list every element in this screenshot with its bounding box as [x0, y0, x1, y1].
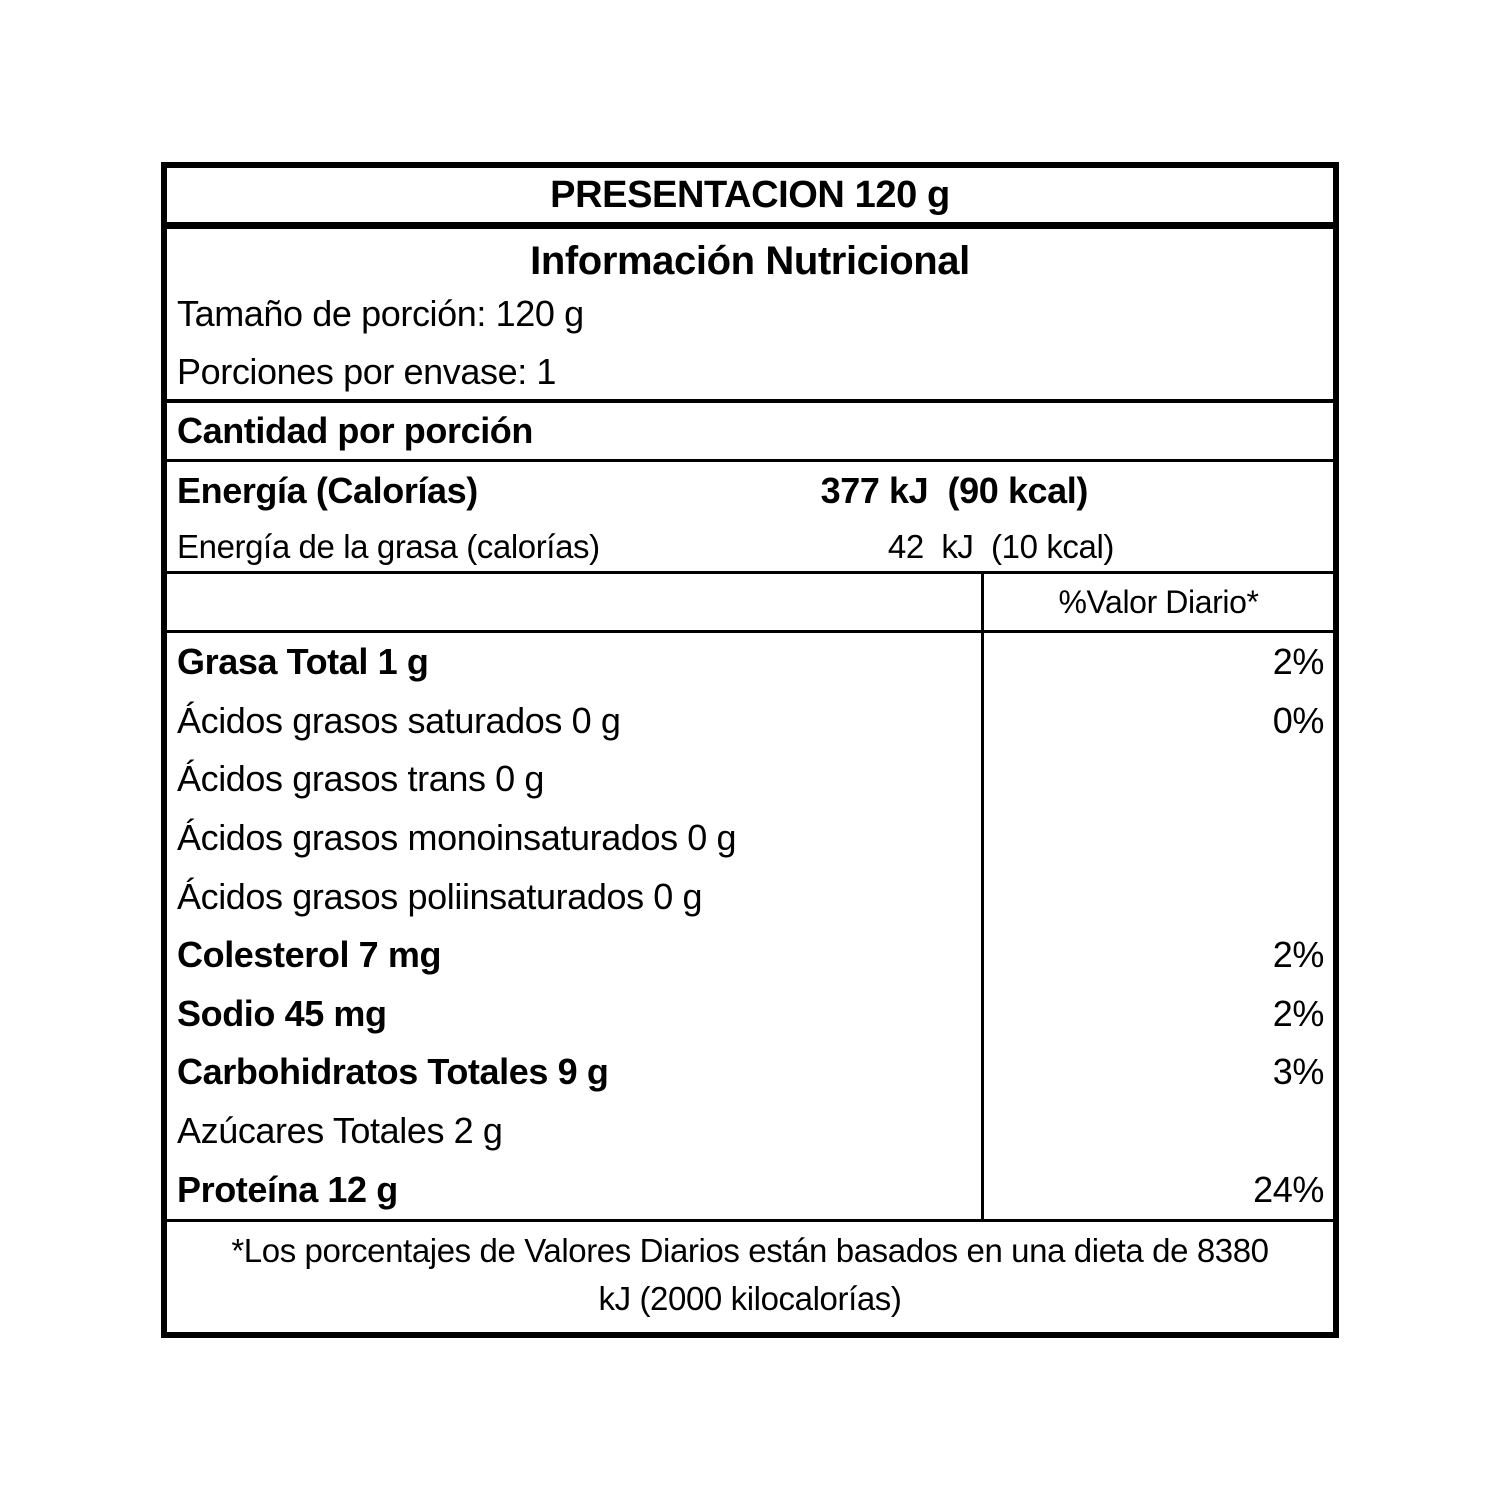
nutrient-daily-value	[981, 867, 1333, 926]
energy-fat-calories-value: 42 kJ (10 kcal)	[887, 528, 1114, 565]
nutrient-label: Carbohidratos Totales 9 g	[177, 1051, 609, 1093]
row-carbohidratos	[167, 1043, 1333, 1102]
nutrient-label: Colesterol 7 mg	[177, 934, 442, 976]
serving-size-text: Tamaño de porción: 120 g	[177, 293, 584, 334]
nutrient-label: Ácidos grasos monoinsaturados 0 g	[177, 817, 737, 859]
nutrition-title: Información Nutricional	[530, 239, 970, 283]
nutrient-label: Azúcares Totales 2 g	[177, 1110, 503, 1152]
footnote-line-2: kJ (2000 kilocalorías)	[598, 1279, 902, 1317]
row-colesterol	[167, 926, 1333, 985]
nutrient-daily-value: 24%	[981, 1160, 1333, 1219]
nutrient-label: Sodio 45 mg	[177, 992, 387, 1034]
nutrient-daily-value	[981, 809, 1333, 868]
nutrients-table	[167, 633, 1333, 1222]
row-acidos-saturados	[167, 692, 1333, 751]
daily-value-header-row	[167, 574, 1333, 633]
row-proteina	[167, 1160, 1333, 1219]
nutrient-daily-value: 2%	[981, 985, 1333, 1044]
daily-value-header-empty-cell	[167, 574, 981, 630]
nutrient-label: Ácidos grasos saturados 0 g	[177, 699, 621, 741]
nutrient-daily-value: 2%	[981, 926, 1333, 985]
nutrient-label: Ácidos grasos trans 0 g	[177, 758, 544, 800]
energy-calories-label: Energía (Calorías)	[177, 470, 478, 511]
nutrient-daily-value: 0%	[981, 692, 1333, 751]
energy-fat-calories-row	[167, 520, 1333, 574]
nutrient-label: Proteína 12 g	[177, 1168, 398, 1210]
nutrient-label: Grasa Total 1 g	[177, 641, 429, 683]
row-sodio	[167, 985, 1333, 1044]
footnote-line-1: *Los porcentajes de Valores Diarios están basados en una dieta de 8380	[231, 1231, 1269, 1269]
energy-calories-value: 377 kJ (90 kcal)	[820, 470, 1088, 511]
presentation-header: PRESENTACION 120 g	[167, 168, 1333, 229]
nutrient-daily-value	[981, 750, 1333, 809]
energy-fat-calories-label: Energía de la grasa (calorías)	[177, 528, 600, 565]
row-azucares	[167, 1102, 1333, 1161]
nutrition-label	[161, 162, 1339, 1338]
energy-calories-row	[167, 462, 1333, 520]
row-grasa-total	[167, 633, 1333, 692]
servings-per-container-text: Porciones por envase: 1	[177, 351, 557, 392]
nutrient-daily-value: 2%	[981, 633, 1333, 692]
row-acidos-monoinsaturados	[167, 809, 1333, 868]
amount-per-serving-header: Cantidad por porción	[167, 403, 1333, 462]
nutrient-daily-value	[981, 1102, 1333, 1161]
row-acidos-poliinsaturados	[167, 867, 1333, 926]
row-acidos-trans	[167, 750, 1333, 809]
info-section	[167, 229, 1333, 403]
nutrient-label: Ácidos grasos poliinsaturados 0 g	[177, 875, 703, 917]
daily-value-header-cell: %Valor Diario*	[981, 574, 1333, 630]
nutrient-daily-value: 3%	[981, 1043, 1333, 1102]
daily-value-footnote	[167, 1222, 1333, 1323]
energy-section	[167, 462, 1333, 574]
